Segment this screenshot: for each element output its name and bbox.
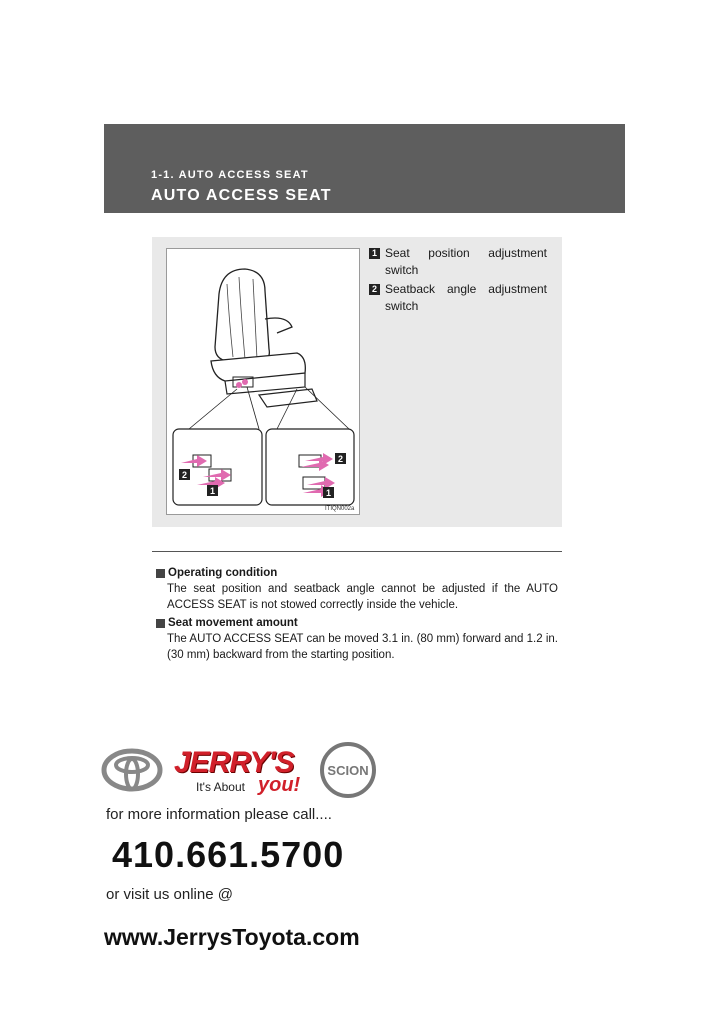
legend-number: 2 [369, 284, 380, 295]
callout-1-right: 1 [325, 488, 332, 498]
dealer-tagline: It's About [196, 780, 245, 794]
callout-2-left: 2 [181, 470, 188, 480]
dealer-brand: JERRY'S [174, 746, 294, 779]
note-heading [156, 615, 558, 631]
phone-number: 410.661.5700 [112, 834, 345, 875]
seat-drawing [167, 249, 359, 514]
figure-code: ITIQN002a [325, 506, 355, 512]
visit-text: or visit us online @ [106, 886, 233, 903]
note-heading-text: Operating condition [168, 567, 278, 579]
page-title: AUTO ACCESS SEAT [151, 187, 332, 204]
note-body: The AUTO ACCESS SEAT can be moved 3.1 in. (80 mm) forward and 1.2 in. (30 mm) backward from the starting position. [167, 633, 558, 661]
square-bullet-icon [156, 619, 165, 628]
seat-illustration [166, 248, 360, 515]
note-heading [156, 565, 558, 581]
callout-1-left: 1 [209, 486, 216, 496]
toyota-logo-icon [104, 751, 160, 789]
square-bullet-icon [156, 569, 165, 578]
legend-item [369, 281, 547, 315]
dealer-url: www.JerrysToyota.com [104, 924, 360, 950]
scion-wordmark: SCION [327, 763, 369, 778]
dealer-tagline-accent: you! [258, 774, 301, 796]
note-body: The seat position and seatback angle cannot be adjusted if the AUTO ACCESS SEAT is not stowed correctly inside the vehicle. [167, 583, 558, 611]
scion-logo-icon [322, 744, 374, 796]
section-divider [152, 551, 562, 552]
legend-number: 1 [369, 248, 380, 259]
legend-item [369, 245, 547, 279]
legend-text: Seatback angle adjustment switch [385, 282, 547, 313]
section-label: 1-1. AUTO ACCESS SEAT [151, 169, 309, 181]
dealer-advertisement [96, 738, 398, 968]
notes-section [156, 565, 558, 665]
legend-text: Seat position adjustment switch [385, 246, 547, 277]
figure-legend [369, 245, 547, 317]
page-header [104, 124, 625, 213]
callout-2-right: 2 [337, 454, 344, 464]
more-info-text: for more information please call.... [106, 806, 332, 823]
note-heading-text: Seat movement amount [168, 617, 298, 629]
